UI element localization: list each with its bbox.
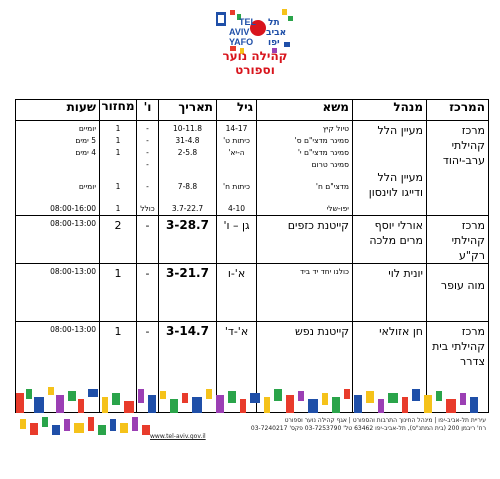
hours-range: 08:00-13:00 bbox=[50, 219, 96, 228]
date-item: 10-11.8 bbox=[173, 124, 202, 133]
date-item: 2-5.8 bbox=[177, 148, 198, 157]
manager-name: אורלי יוסף מרים מלכה bbox=[369, 219, 423, 247]
cycle-item: 1 bbox=[115, 136, 121, 145]
hours-item: 08:00-16:00 bbox=[50, 204, 96, 213]
age-item: ה-יא' bbox=[228, 148, 245, 157]
table-row bbox=[16, 264, 489, 322]
friday-item: - bbox=[146, 124, 149, 133]
age-item: 14-17 bbox=[225, 124, 248, 133]
friday-item: - bbox=[146, 182, 149, 191]
friday-item: - bbox=[146, 160, 149, 169]
subject-item: יפו-שלי bbox=[326, 204, 349, 213]
date-range: 3-21.7 bbox=[166, 266, 209, 280]
subject-item: טיול קיץ bbox=[322, 124, 349, 133]
schedule-table bbox=[15, 99, 489, 413]
table-header-row bbox=[16, 100, 489, 121]
hours-item: יומיים bbox=[78, 124, 96, 133]
hours-item: 5 ימים bbox=[75, 136, 96, 145]
hours-range: 08:00-13:00 bbox=[50, 267, 96, 276]
age-item: 4-10 bbox=[227, 204, 246, 213]
date-item: 3.7-22.7 bbox=[171, 204, 204, 213]
date-item: 31-4.8 bbox=[175, 136, 200, 145]
table-row bbox=[16, 121, 489, 216]
center-name: מרכז קהילתי בית צדרר bbox=[432, 325, 485, 368]
subject-name: קייטנת כזפים bbox=[287, 219, 349, 232]
date-range: 3-28.7 bbox=[166, 218, 209, 232]
logo-line-1: קהילה נוער bbox=[222, 49, 288, 63]
subject-item: סמינר מדצי"ם ס' bbox=[294, 136, 349, 145]
footer-line-2: רח' ריבמן 200 (בית המתנ"ס), תל-אביב-יפו 63462 טל' 03-7253790 פקס' 03-7240217 bbox=[250, 425, 486, 432]
friday-flag: - bbox=[145, 267, 150, 280]
svg-text:TEL: TEL bbox=[239, 17, 256, 27]
header-center: המרכז bbox=[427, 100, 489, 121]
friday-item: - bbox=[146, 148, 149, 157]
hours-item: יומיים bbox=[78, 182, 96, 191]
friday-item: כולל bbox=[140, 204, 155, 213]
date-item: 7-8.8 bbox=[177, 182, 198, 191]
hours-range: 08:00-13:00 bbox=[50, 325, 96, 334]
friday-item: - bbox=[146, 136, 149, 145]
svg-text:יפו: יפו bbox=[268, 38, 280, 48]
subject-name: כולנו יחד יד ביד bbox=[299, 267, 349, 276]
cycle-item: 1 bbox=[115, 124, 121, 133]
table-row bbox=[16, 216, 489, 264]
cycle-number: 1 bbox=[114, 267, 122, 280]
manager-name: חן אזולאי bbox=[379, 325, 423, 338]
center-name: מוה עופר bbox=[440, 279, 485, 292]
manager-name: מעיין הלל bbox=[377, 124, 423, 137]
hours-item: 4 ימים bbox=[75, 148, 96, 157]
friday-flag: - bbox=[145, 325, 150, 338]
header-date: תאריך bbox=[159, 100, 217, 121]
header-friday: ו' bbox=[137, 100, 159, 121]
age-range: א'-ו bbox=[227, 267, 246, 280]
footer-line-1: עיריית תל-אביב-יפו | מינהל החינוך התרבות והספורט | אגף קהילה נוער וספורט bbox=[284, 417, 486, 424]
header-hours: שעות bbox=[16, 100, 100, 121]
friday-flag: - bbox=[145, 219, 150, 232]
cycle-item: 1 bbox=[115, 182, 121, 191]
footer-url-link[interactable]: www.tel-aviv.gov.il bbox=[150, 433, 206, 440]
subject-name: קייטנת נפש bbox=[294, 325, 349, 338]
age-item: כיתות ט' bbox=[223, 136, 250, 145]
logo-line-2: וספורט bbox=[235, 63, 275, 77]
cycle-number: 2 bbox=[114, 219, 122, 232]
manager-name: מעיין הלל ודייגו לוינסון bbox=[368, 171, 423, 199]
subject-item: סמינר מדצי"ם י' bbox=[297, 148, 349, 157]
header-manager: מנהל bbox=[353, 100, 427, 121]
svg-text:אביב: אביב bbox=[266, 28, 287, 38]
age-range: א'-ד' bbox=[224, 325, 249, 338]
date-range: 3-14.7 bbox=[166, 324, 209, 338]
svg-text:AVIV: AVIV bbox=[229, 27, 250, 37]
center-name: מרכז קהילתי רק"ע bbox=[451, 219, 485, 262]
age-item: כיתות ח' bbox=[223, 182, 250, 191]
age-range: גן – ו' bbox=[223, 219, 250, 232]
manager-name: יונית לוי bbox=[388, 267, 423, 280]
svg-text:תל: תל bbox=[268, 18, 280, 28]
cycle-item: 1 bbox=[115, 148, 121, 157]
header-subject: משא bbox=[257, 100, 353, 121]
cycle-number: 1 bbox=[114, 325, 122, 338]
header-cycle: מחזור bbox=[100, 100, 137, 121]
subject-item: מדצי"ם ח' bbox=[315, 182, 349, 191]
cycle-item: 1 bbox=[115, 204, 121, 213]
header-age: גיל bbox=[217, 100, 257, 121]
subject-item: סמינר טרום bbox=[311, 160, 349, 169]
svg-text:YAFO: YAFO bbox=[229, 37, 254, 47]
center-name: מרכז קהילתי ערב-יהוד bbox=[442, 124, 485, 167]
